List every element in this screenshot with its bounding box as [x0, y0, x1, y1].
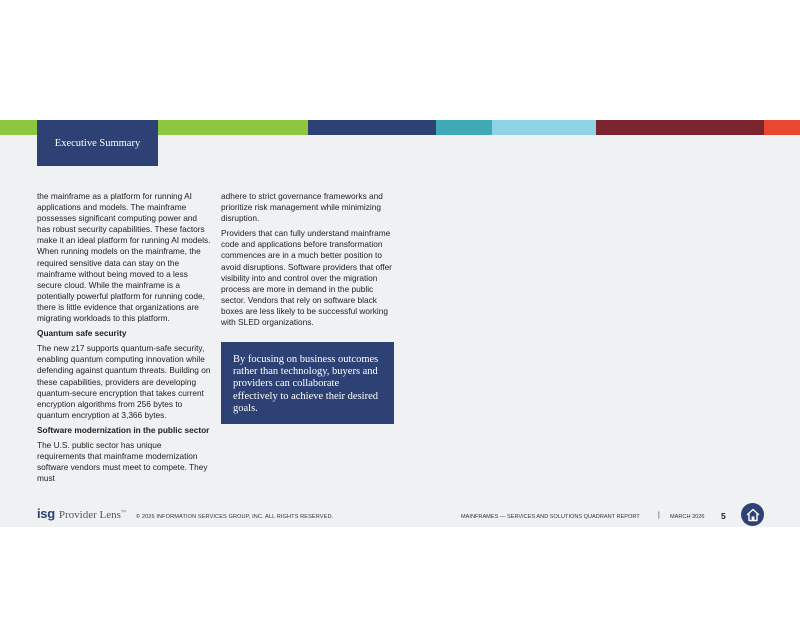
home-button[interactable]: [741, 503, 764, 526]
paragraph: The U.S. public sector has unique requirements that mainframe modernization software vendors must meet to compete. They must: [37, 439, 208, 484]
section-tab: [37, 120, 158, 166]
subheading-quantum: Quantum safe security: [37, 328, 127, 339]
color-stripe-green-left: [0, 120, 37, 135]
home-icon: [746, 508, 760, 522]
callout-box: [221, 342, 394, 424]
page-number: 5: [721, 511, 726, 521]
paragraph: Providers that can fully understand mainframe code and applications before transformation commences are in a much better position to avoid disruptions. Software providers that offer visibility into and control over the migration process are more in demand in the public sector. Vendors that rely on software black boxes are less likely to be successful working with SLED organizations.: [221, 228, 392, 328]
color-stripe-light-blue: [492, 120, 596, 135]
paragraph: the mainframe as a platform for running AI applications and models. The mainframe possesses significant computing power and has robust security capabilities. These factors make it an ideal platform for running AI models. When running models on the mainframe, the required sensitive data can stay on the mainframe without being moved to a less secure cloud. While the mainframe is a potentially powerful platform for running code, there is little evidence that organizations are migrating workloads to this platform.: [37, 191, 211, 324]
paragraph: The new z17 supports quantum-safe security, enabling quantum computing innovation while defending against quantum threats. Building on these capabilities, providers are developing quantum-secure encryption that takes current encryption algorithms from 256 bytes to quantum encryption at 3,366 bytes.: [37, 343, 211, 420]
logo-product-text: Provider Lens™: [58, 509, 126, 521]
report-date: MARCH 2026: [670, 514, 705, 520]
callout-text: By focusing on business outcomes rather than technology, buyers and providers can collaborate effectively to achieve their desired goals.: [233, 354, 379, 414]
copyright-notice: © 2026 INFORMATION SERVICES GROUP, INC. ALL RIGHTS RESERVED.: [136, 514, 334, 520]
section-tab-label: Executive Summary: [54, 137, 141, 149]
color-stripe-navy: [308, 120, 436, 135]
subheading-public-sector: Software modernization in the public sector: [37, 424, 210, 435]
color-stripe-maroon: [596, 120, 764, 135]
text-column-right: [221, 191, 397, 332]
footer-separator: |: [658, 512, 660, 519]
color-stripe-green: [158, 120, 308, 135]
report-title: MAINFRAMES — SERVICES AND SOLUTIONS QUADRANT REPORT: [461, 514, 640, 520]
footer: [0, 497, 800, 527]
isg-provider-lens-logo: [37, 506, 126, 521]
text-column-left: [37, 191, 212, 488]
logo-isg-text: isg: [37, 506, 55, 521]
paragraph: adhere to strict governance frameworks and prioritize risk management while minimizing disruption.: [221, 191, 383, 224]
color-stripe-teal: [436, 120, 492, 135]
color-stripe-red: [764, 120, 800, 135]
